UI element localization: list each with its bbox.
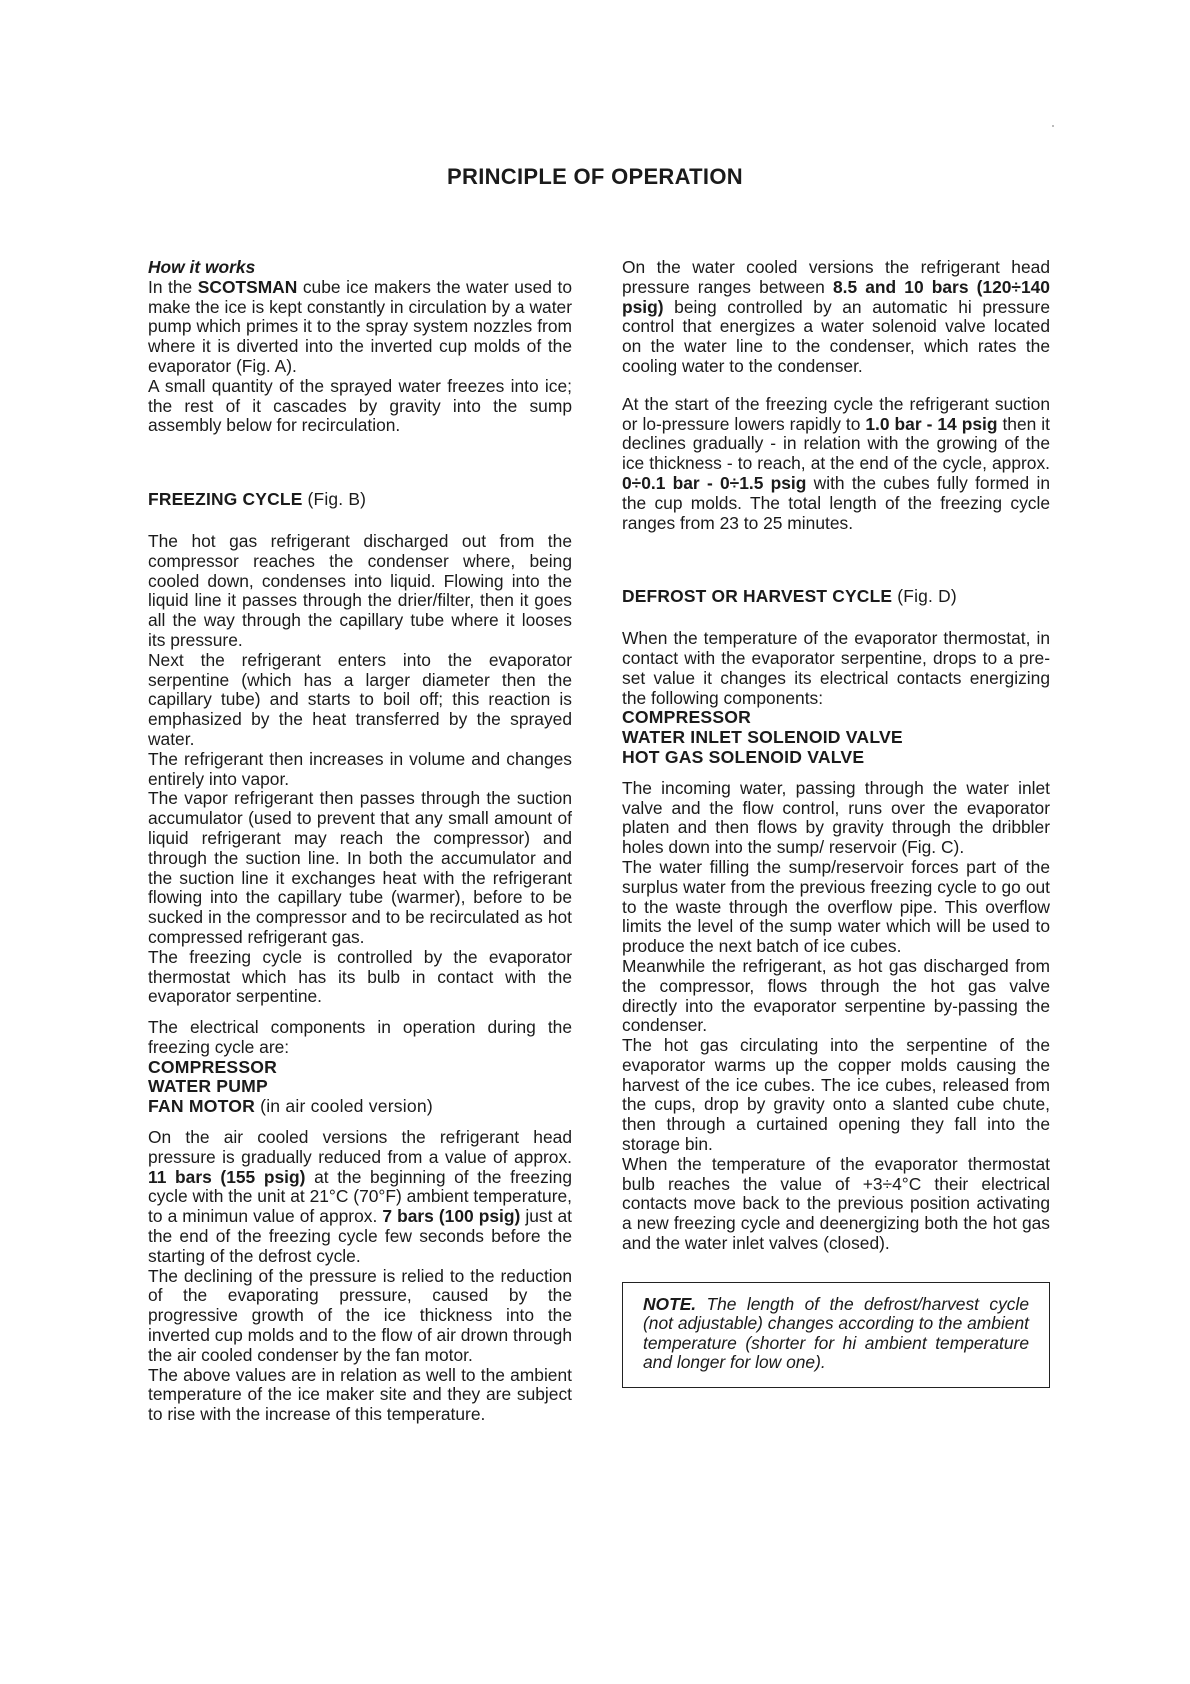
freezing-paragraph-3: The refrigerant then increases in volume and changes entirely into vapor. bbox=[148, 748, 572, 789]
defrost-paragraph-6: When the temperature of the evaporator thermostat bulb reaches the value of +3÷4°C their electrical contacts move back to the previous position activating a new freezing cycle and deenergizing both the hot gas and the water inlet valves (closed). bbox=[622, 1153, 1050, 1254]
freezing-paragraph-9: The above values are in relation as well to the ambient temperature of the ice maker site and they are subject to rise with the increase of this temperature. bbox=[148, 1364, 572, 1425]
text-run: cube ice makers the water used to make the ice is kept constantly in circulation by a water pump which primes it to the spray system nozzles from where it is diverted into the inverted cup molds of the evaporator (Fig. A). bbox=[148, 276, 572, 376]
text-run: In the bbox=[148, 276, 198, 297]
freezing-paragraph-1: The hot gas refrigerant discharged out from the compressor reaches the condenser where, being cooled down, condenses into liquid. Flowing into the liquid line it passes through the drier/filter, then it goes all the way through the capillary tube where it looses its pressure. bbox=[148, 530, 572, 650]
freezing-cycle-heading bbox=[148, 490, 572, 510]
text-run: just at the end of the freezing cycle few seconds before the starting of the defrost cycle. bbox=[148, 1206, 573, 1266]
bold-value: 8.5 and 10 bars (120÷140 psig) bbox=[622, 276, 1050, 317]
freezing-paragraph-6: The electrical components in operation during the freezing cycle are: bbox=[148, 1017, 572, 1057]
defrost-paragraph-4: Meanwhile the refrigerant, as hot gas discharged from the compressor, flows through the hot gas valve directly into the evaporator serpentine by-passing the condenser. bbox=[622, 955, 1050, 1036]
text-run: then it declines gradually - in relation with the growing of the ice thickness - to reach, at the end of the cycle, approx. bbox=[622, 413, 1050, 474]
freezing-paragraph-4: The vapor refrigerant then passes through the suction accumulator (used to prevent that any small amount of liquid refrigerant may reach the compressor) and through the suction line. In both the accumulator and the suction line it exchanges heat with the refrigerant flowing into the capillary tube (warmer), before to be sucked in the compressor and to be recirculated as hot compressed refrigerant gas. bbox=[148, 788, 572, 947]
freezing-cycle-fig-ref: (Fig. B) bbox=[307, 489, 367, 510]
left-column bbox=[148, 258, 572, 1425]
bold-value: 7 bars (100 psig) bbox=[382, 1206, 521, 1227]
defrost-component-water-inlet-valve: WATER INLET SOLENOID VALVE bbox=[622, 727, 903, 748]
freezing-paragraph-5: The freezing cycle is controlled by the evaporator thermostat which has its bulb in contact with the evaporator serpentine. bbox=[148, 946, 572, 1007]
scan-speck bbox=[1052, 125, 1054, 127]
defrost-cycle-fig-ref: (Fig. D) bbox=[897, 586, 957, 607]
text-run: at the beginning of the freezing cycle with the unit at 21°C (70°F) ambient temperature, to a minimun value of approx. bbox=[148, 1166, 572, 1227]
water-cooled-paragraph bbox=[622, 258, 1050, 377]
text-run: On the water cooled versions the refrigerant head pressure ranges between bbox=[622, 257, 1050, 297]
defrost-paragraph-2: The incoming water, passing through the water inlet valve and the flow control, runs over the evaporator platen and then flows by gravity through the dribbler holes down into the sump/ reservoir (Fig. C). bbox=[622, 777, 1050, 858]
freezing-component-compressor: COMPRESSOR bbox=[148, 1056, 278, 1077]
bold-value: 1.0 bar - 14 psig bbox=[865, 413, 998, 434]
note-box bbox=[622, 1282, 1050, 1388]
bold-value: 0÷0.1 bar - 0÷1.5 psig bbox=[622, 472, 807, 493]
freezing-cycle-title: FREEZING CYCLE bbox=[148, 489, 303, 510]
note-text: The length of the defrost/harvest cycle (not adjustable) changes according to the ambient temperature (shorter for hi ambient temperature and longer for low one). bbox=[643, 1293, 1029, 1373]
bold-value: SCOTSMAN bbox=[197, 276, 298, 297]
right-column bbox=[622, 258, 1050, 1388]
defrost-cycle-heading bbox=[622, 587, 1050, 607]
text-run: being controlled by an automatic hi pressure control that energizes a water solenoid valve located on the water line to the condenser, which rates the cooling water to the condenser. bbox=[622, 296, 1050, 376]
how-it-works-heading: How it works bbox=[148, 257, 256, 277]
bold-value: 11 bars (155 psig) bbox=[148, 1166, 306, 1187]
note-label: NOTE. bbox=[643, 1293, 697, 1314]
defrost-cycle-title: DEFROST OR HARVEST CYCLE bbox=[622, 586, 893, 607]
defrost-paragraph-3: The water filling the sump/reservoir forces part of the surplus water from the previous freezing cycle to go out to the waste through the overflow pipe. This overflow limits the level of the sump water which will be used to produce the next batch of ice cubes. bbox=[622, 856, 1050, 957]
page-title: PRINCIPLE OF OPERATION bbox=[447, 164, 743, 189]
defrost-component-compressor: COMPRESSOR bbox=[622, 707, 752, 728]
freezing-paragraph-2: Next the refrigerant enters into the evaporator serpentine (which has a larger diameter then the capillary tube) and starts to boil off; this reaction is emphasized by the heat transferred by the sprayed water. bbox=[148, 649, 572, 749]
defrost-paragraph-1: When the temperature of the evaporator thermostat, in contact with the evaporator serpentine, drops to a pre-set value it changes its electrical contacts energizing the following components: bbox=[622, 628, 1050, 708]
text-run: with the cubes fully formed in the cup molds. The total length of the freezing cycle ranges from 23 to 25 minutes. bbox=[622, 472, 1050, 533]
how-paragraph-1 bbox=[148, 278, 572, 377]
freezing-paragraph-8: The declining of the pressure is relied to the reduction of the evaporating pressure, caused by the progressive growth of the ice thickness into the inverted cup molds and to the flow of air drown through the air cooled condenser by the fan motor. bbox=[148, 1265, 572, 1365]
defrost-paragraph-5: The hot gas circulating into the serpentine of the evaporator warms up the copper molds causing the harvest of the ice cubes. The ice cubes, released from the cups, drop by gravity onto a slanted cube chute, then through a curtained opening they fall into the storage bin. bbox=[622, 1035, 1050, 1155]
how-paragraph-2: A small quantity of the sprayed water freezes into ice; the rest of it cascades by gravity into the sump assembly below for recirculation. bbox=[148, 375, 572, 436]
freezing-component-water-pump: WATER PUMP bbox=[148, 1076, 268, 1097]
freezing-component-fan-motor: FAN MOTOR (in air cooled version) bbox=[148, 1096, 433, 1117]
text-run: On the air cooled versions the refrigerant head pressure is gradually reduced from a value of approx. bbox=[148, 1127, 572, 1167]
suction-pressure-paragraph bbox=[622, 395, 1050, 534]
text-run: At the start of the freezing cycle the refrigerant suction or lo-pressure lowers rapidly to bbox=[622, 393, 1050, 434]
defrost-component-hot-gas-valve: HOT GAS SOLENOID VALVE bbox=[622, 746, 865, 767]
freezing-paragraph-7 bbox=[148, 1128, 572, 1267]
